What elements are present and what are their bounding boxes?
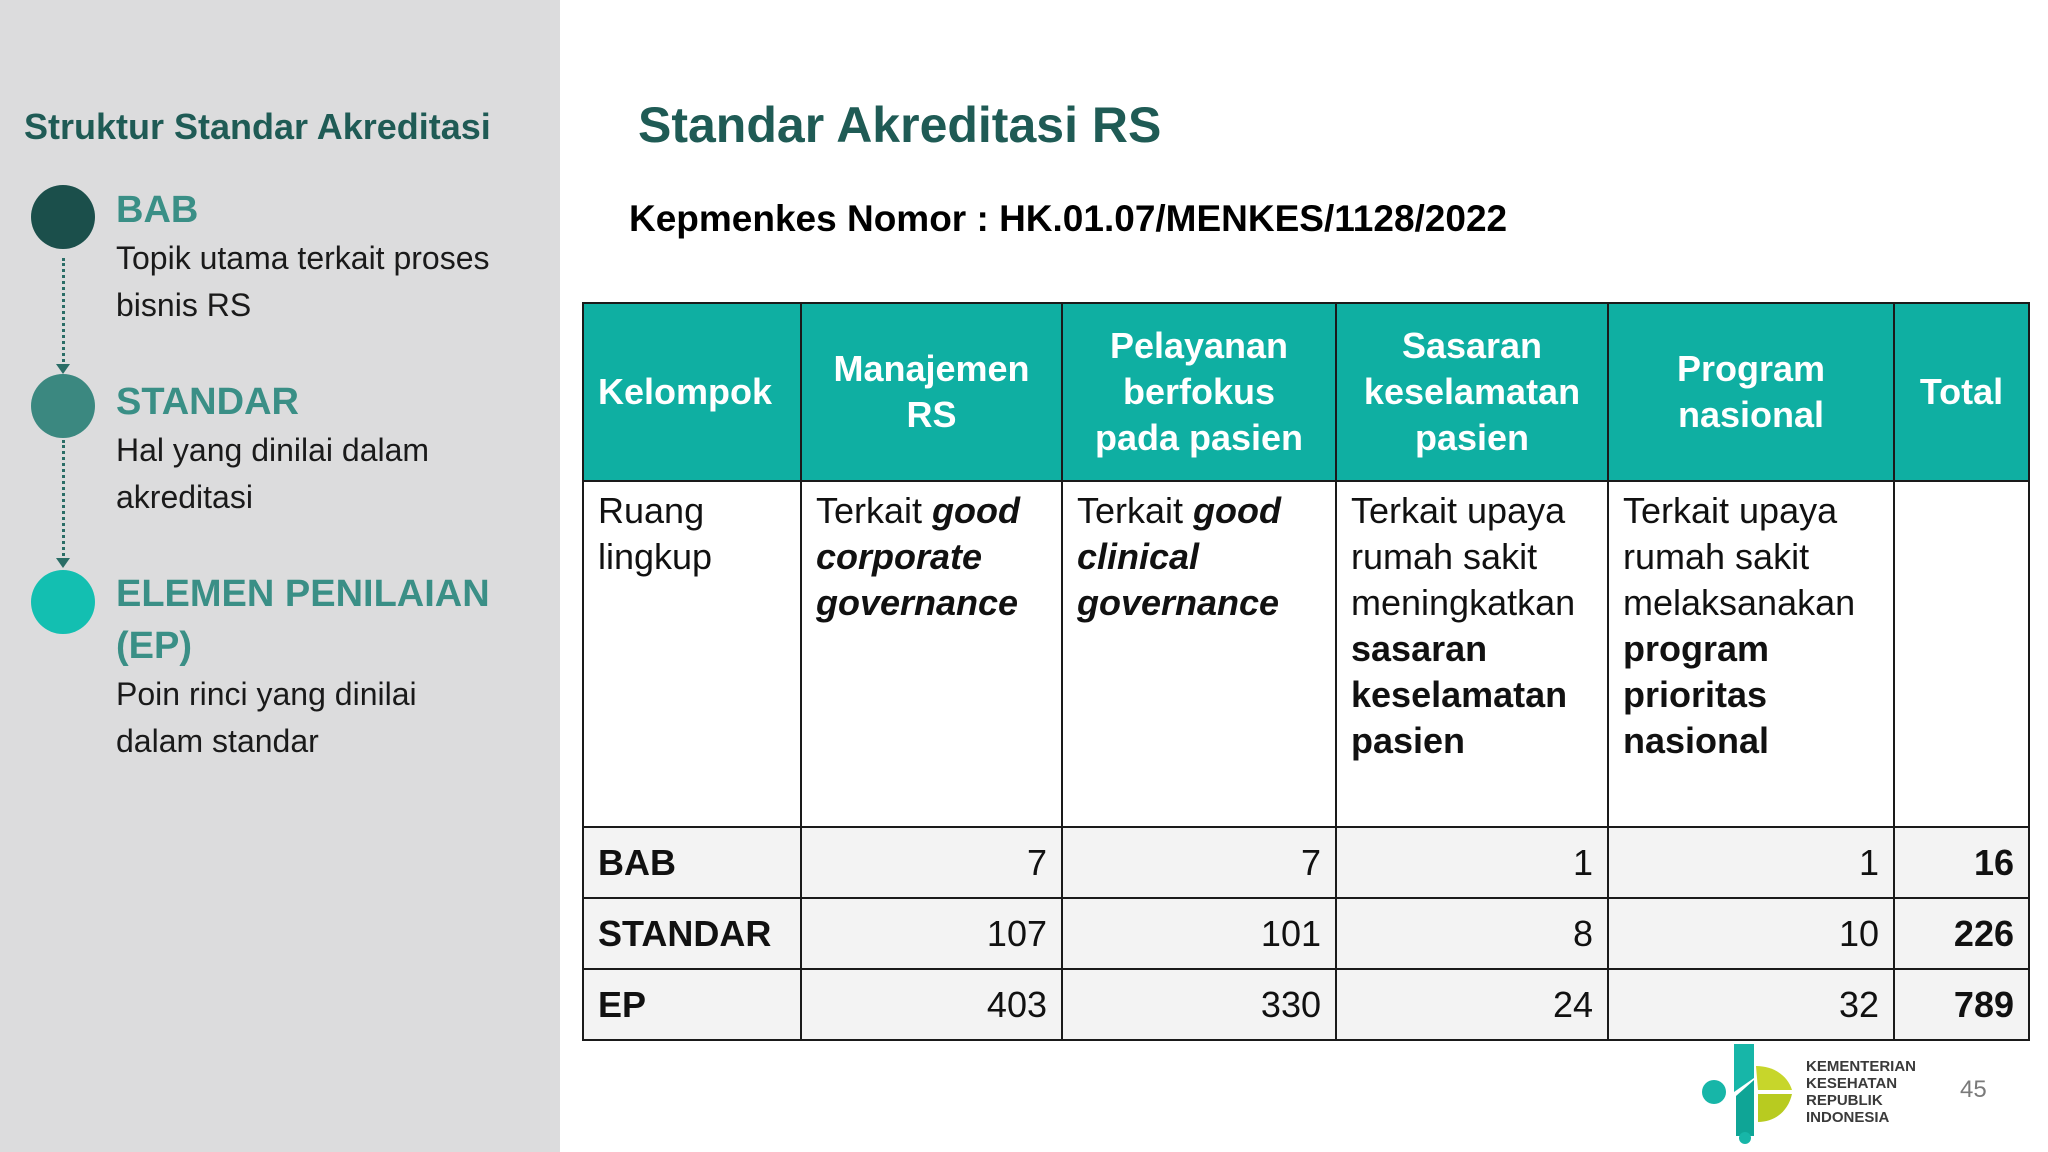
table-row — [583, 898, 2029, 969]
scope-manajemen: Terkait good corporate governance — [801, 481, 1062, 827]
header-sasaran: Sasaran keselamatan pasien — [1336, 303, 1608, 481]
cell-value: 1 — [1336, 827, 1608, 898]
arrow-down-icon — [56, 558, 70, 568]
arrow-down-icon — [56, 364, 70, 374]
cell-total: 16 — [1894, 827, 2029, 898]
header-program: Program nasional — [1608, 303, 1894, 481]
scope-label: Ruang lingkup — [583, 481, 801, 827]
scope-program: Terkait upaya rumah sakit melaksanakan program prioritas nasional — [1608, 481, 1894, 827]
step-description: Topik utama terkait proses bisnis RS — [116, 240, 490, 323]
step-description: Poin rinci yang dinilai dalam standar — [116, 676, 417, 759]
table-header-row — [583, 303, 2029, 481]
page-subtitle: Kepmenkes Nomor : HK.01.07/MENKES/1128/2022 — [629, 198, 1508, 239]
sidebar — [0, 0, 560, 1152]
step-heading: ELEMEN PENILAIAN (EP) — [116, 573, 490, 667]
cell-value: 8 — [1336, 898, 1608, 969]
cell-value: 24 — [1336, 969, 1608, 1040]
header-total: Total — [1894, 303, 2029, 481]
ministry-logo-text: KEMENTERIAN KESEHATAN REPUBLIK INDONESIA — [1806, 1058, 1917, 1126]
cell-value: 330 — [1062, 969, 1336, 1040]
table-row — [583, 969, 2029, 1040]
page-title: Standar Akreditasi RS — [638, 97, 1162, 153]
table-row — [583, 827, 2029, 898]
row-label: EP — [583, 969, 801, 1040]
ministry-logo-icon — [1696, 1040, 1796, 1144]
circle-dot-icon — [31, 185, 95, 249]
cell-value: 1 — [1608, 827, 1894, 898]
sidebar-title: Struktur Standar Akreditasi — [24, 106, 491, 147]
cell-value: 107 — [801, 898, 1062, 969]
header-kelompok: Kelompok — [583, 303, 801, 481]
row-label: BAB — [583, 827, 801, 898]
row-label: STANDAR — [583, 898, 801, 969]
circle-dot-icon — [31, 570, 95, 634]
cell-value: 7 — [1062, 827, 1336, 898]
connector-line — [62, 258, 65, 368]
header-pelayanan: Pelayanan berfokus pada pasien — [1062, 303, 1336, 481]
scope-total — [1894, 481, 2029, 827]
accreditation-table — [582, 302, 2030, 1041]
scope-pelayanan: Terkait good clinical governance — [1062, 481, 1336, 827]
cell-value: 403 — [801, 969, 1062, 1040]
table-row-scope — [583, 481, 2029, 827]
cell-value: 7 — [801, 827, 1062, 898]
cell-value: 32 — [1608, 969, 1894, 1040]
step-heading: STANDAR — [116, 381, 299, 423]
circle-dot-icon — [31, 374, 95, 438]
cell-value: 101 — [1062, 898, 1336, 969]
connector-line — [62, 440, 65, 562]
scope-sasaran: Terkait upaya rumah sakit meningkatkan sasaran keselamatan pasien — [1336, 481, 1608, 827]
step-description: Hal yang dinilai dalam akreditasi — [116, 432, 430, 515]
cell-total: 226 — [1894, 898, 2029, 969]
cell-value: 10 — [1608, 898, 1894, 969]
header-manajemen: Manajemen RS — [801, 303, 1062, 481]
step-heading: BAB — [116, 189, 199, 231]
page-number: 45 — [1960, 1076, 1987, 1103]
cell-total: 789 — [1894, 969, 2029, 1040]
